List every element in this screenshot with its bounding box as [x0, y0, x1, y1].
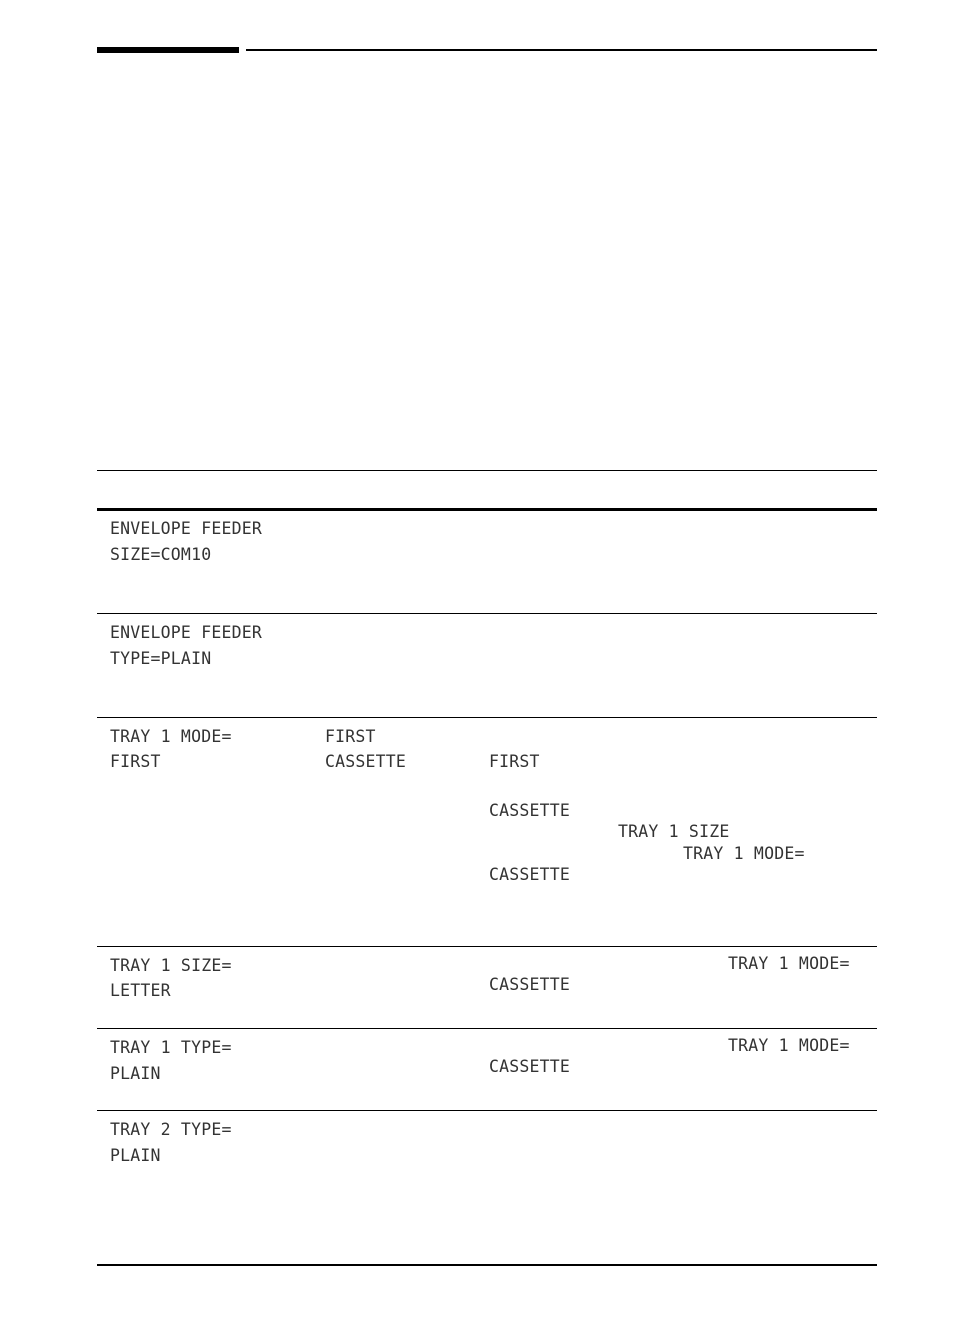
setting-value: SIZE=COM10 [110, 545, 212, 564]
header-accent-bar [97, 47, 239, 53]
setting-value: TYPE=PLAIN [110, 649, 212, 668]
setting-name: TRAY 1 TYPE= [110, 1038, 232, 1057]
setting-value: FIRST [110, 752, 161, 771]
value-option: FIRST [325, 727, 376, 746]
description-term: TRAY 1 MODE= [728, 954, 850, 973]
row-divider [97, 717, 877, 718]
description-term: FIRST [489, 752, 540, 771]
description-term: CASSETTE [489, 801, 571, 820]
description-term: TRAY 1 SIZE [618, 822, 730, 841]
row-divider [97, 1028, 877, 1029]
row-divider [97, 946, 877, 947]
description-term: CASSETTE [489, 975, 571, 994]
setting-name: ENVELOPE FEEDER [110, 623, 263, 642]
row-divider [97, 1110, 877, 1111]
setting-name: TRAY 1 MODE= [110, 727, 232, 746]
setting-name: TRAY 1 SIZE= [110, 956, 232, 975]
setting-value: PLAIN [110, 1146, 161, 1165]
setting-value: PLAIN [110, 1064, 161, 1083]
setting-name: ENVELOPE FEEDER [110, 519, 263, 538]
description-term: CASSETTE [489, 1057, 571, 1076]
footer-rule [97, 1264, 877, 1266]
value-option: CASSETTE [325, 752, 407, 771]
table-header-rule [97, 508, 877, 511]
description-term: TRAY 1 MODE= [683, 844, 805, 863]
setting-name: TRAY 2 TYPE= [110, 1120, 232, 1139]
table-top-rule [97, 470, 877, 471]
setting-value: LETTER [110, 981, 171, 1000]
description-term: TRAY 1 MODE= [728, 1036, 850, 1055]
row-divider [97, 613, 877, 614]
description-term: CASSETTE [489, 865, 571, 884]
header-rule [246, 49, 877, 51]
